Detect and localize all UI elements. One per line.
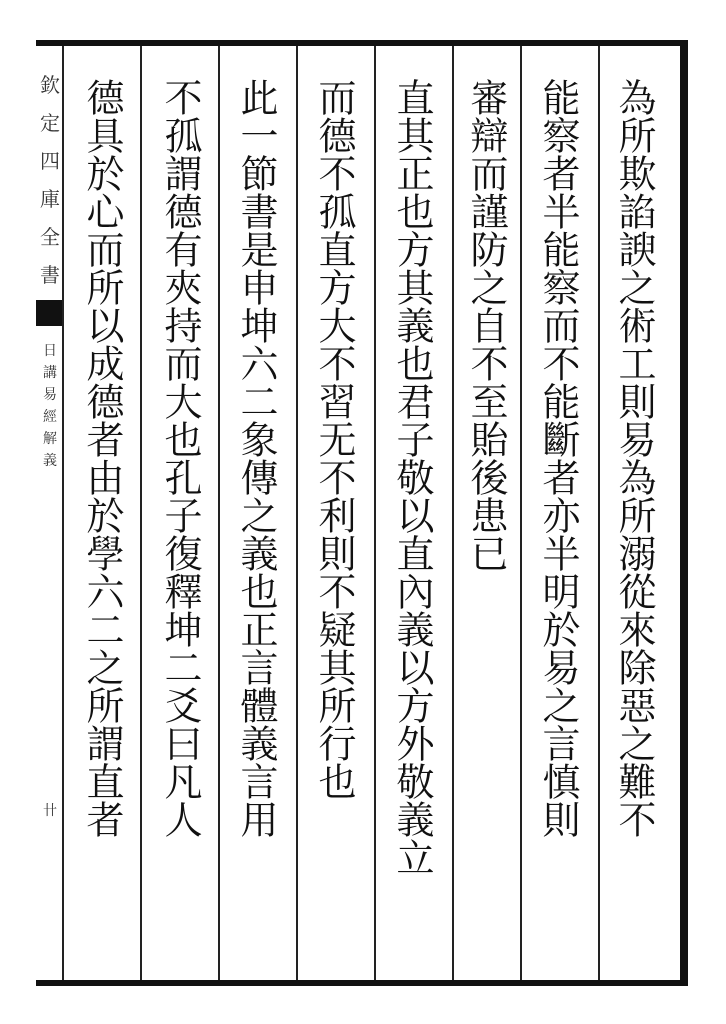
text-column-7: 不孤謂德有夾持而大也孔子復釋坤二爻曰凡人: [158, 78, 202, 838]
text-column-3: 審辯而謹防之自不至貽後患已: [464, 78, 508, 572]
column-rule: [374, 46, 376, 980]
text-column-5: 而德不孤直方大不習无不利則不疑其所行也: [312, 78, 356, 800]
frame-top-border: [36, 40, 686, 46]
column-rule: [598, 46, 600, 980]
margin-column: [36, 46, 62, 980]
text-column-8: 德具於心而所以成德者由於學六二之所謂直者: [80, 78, 124, 838]
text-column-6: 此一節書是申坤六二象傳之義也正言體義言用: [234, 78, 278, 838]
column-rule: [452, 46, 454, 980]
text-column-4: 直其正也方其義也君子敬以直內義以方外敬義立: [390, 78, 434, 876]
book-title: 欽定四庫全書: [40, 73, 60, 287]
text-column-1: 為所欺諂諛之術工則易為所溺從來除惡之難不: [612, 78, 656, 838]
frame-right-border: [680, 40, 688, 986]
column-rule: [520, 46, 522, 980]
text-column-2: 能察者半能察而不能斷者亦半明於易之言慎則: [536, 78, 580, 838]
frame-bottom-border: [36, 980, 686, 986]
folio-number: 卄: [43, 803, 57, 819]
column-rule: [62, 46, 64, 980]
column-rule: [218, 46, 220, 980]
column-rule: [296, 46, 298, 980]
section-title: 日講易經解義: [43, 343, 57, 469]
page-frame: [36, 40, 686, 986]
fishtail-block: [36, 300, 62, 326]
column-rule: [140, 46, 142, 980]
